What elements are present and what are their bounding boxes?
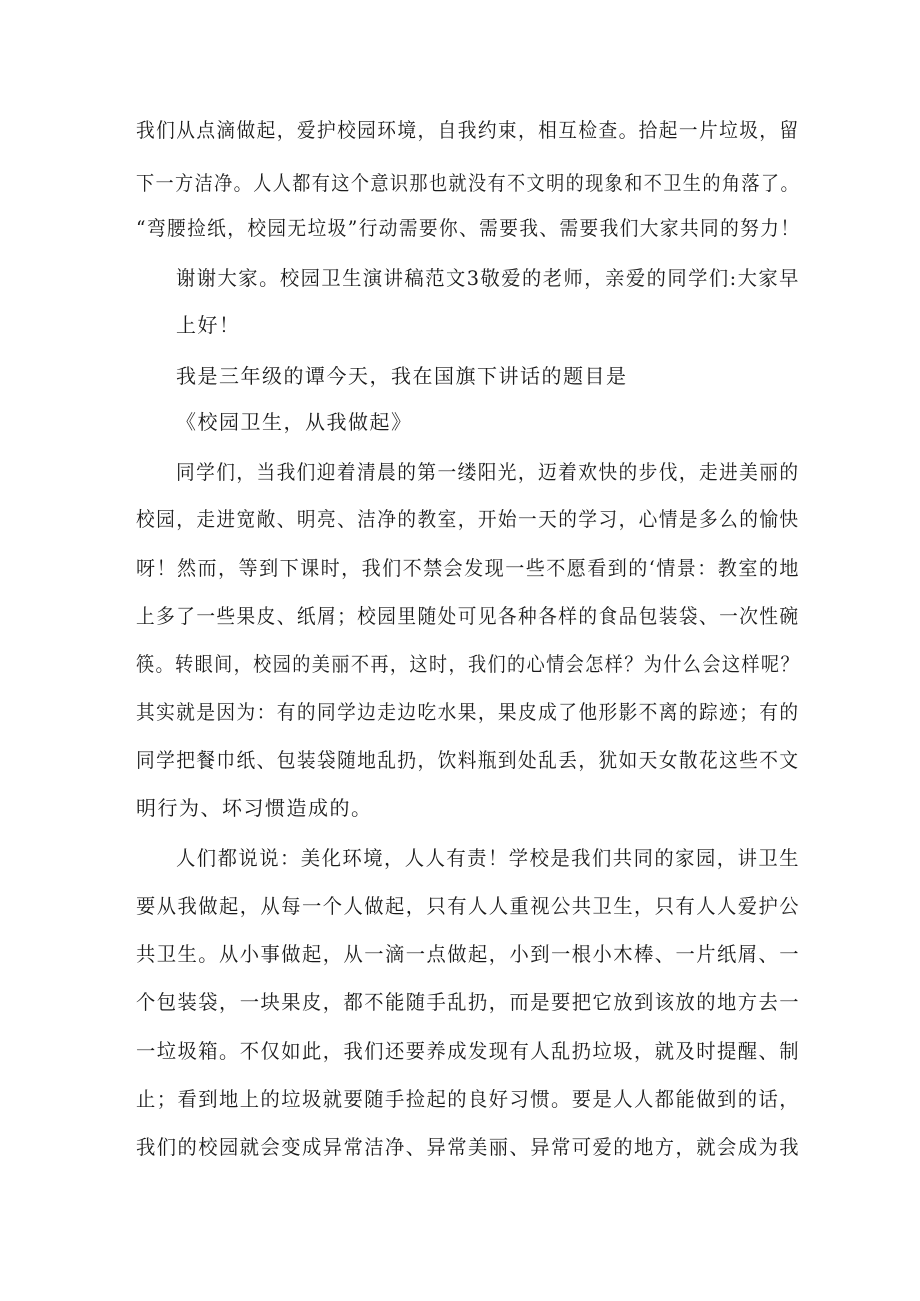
text-line: 共卫生。从小事做起，从一滴一点做起，小到一根小木棒、一片纸屑、一 [136, 942, 800, 966]
text-line: 止；看到地上的垃圾就要随手捡起的良好习惯。要是人人都能做到的话， [136, 1087, 800, 1111]
text-line: 校园，走进宽敞、明亮、洁净的教室，开始一天的学习，心情是多么的愉快 [136, 507, 800, 531]
text-line: 同学们，当我们迎着清晨的第一缕阳光，迈着欢快的步伐，走进美丽的 [176, 460, 800, 484]
text-line: 个包装袋，一块果皮，都不能随手乱扔，而是要把它放到该放的地方去一 [136, 990, 800, 1014]
text-line: 《校园卫生，从我做起》 [176, 410, 413, 434]
text-line: 谢谢大家。校园卫生演讲稿范文3敬爱的老师，亲爱的同学们:大家早 [176, 266, 800, 290]
text-line: 上好！ [176, 313, 241, 337]
text-line: 同学把餐巾纸、包装袋随地乱扔，饮料瓶到处乱丢，犹如天女散花这些不文 [136, 748, 800, 772]
text-line: 筷。转眼间，校园的美丽不再，这时，我们的心情会怎样？为什么会这样呢？ [136, 652, 800, 676]
text-line: 明行为、坏习惯造成的。 [136, 796, 373, 820]
text-line: 人们都说说：美化环境，人人有责！学校是我们共同的家园，讲卫生 [176, 846, 800, 870]
text-line: 一垃圾箱。不仅如此，我们还要养成发现有人乱扔垃圾，就及时提醒、制 [136, 1039, 800, 1063]
text-line: “弯腰捡纸，校园无垃圾”行动需要你、需要我、需要我们大家共同的努力！ [136, 216, 801, 240]
text-line: 其实就是因为：有的同学边走边吃水果，果皮成了他形影不离的踪迹；有的 [136, 700, 800, 724]
text-line: 下一方洁净。人人都有这个意识那也就没有不文明的现象和不卫生的角落了。 [136, 171, 800, 195]
text-line: 呀！然而，等到下课时，我们不禁会发现一些不愿看到的‘情景：教室的地 [136, 556, 800, 580]
text-line: 要从我做起，从每一个人做起，只有人人重视公共卫生，只有人人爱护公 [136, 894, 800, 918]
text-line: 我们的校园就会变成异常洁净、异常美丽、异常可爱的地方，就会成为我 [136, 1135, 800, 1159]
text-line: 我们从点滴做起，爱护校园环境，自我约束，相互检查。拾起一片垃圾，留 [136, 118, 800, 142]
text-line: 上多了一些果皮、纸屑；校园里随处可见各种各样的食品包装袋、一次性碗 [136, 604, 800, 628]
text-line: 我是三年级的谭今天，我在国旗下讲话的题目是 [176, 364, 628, 388]
